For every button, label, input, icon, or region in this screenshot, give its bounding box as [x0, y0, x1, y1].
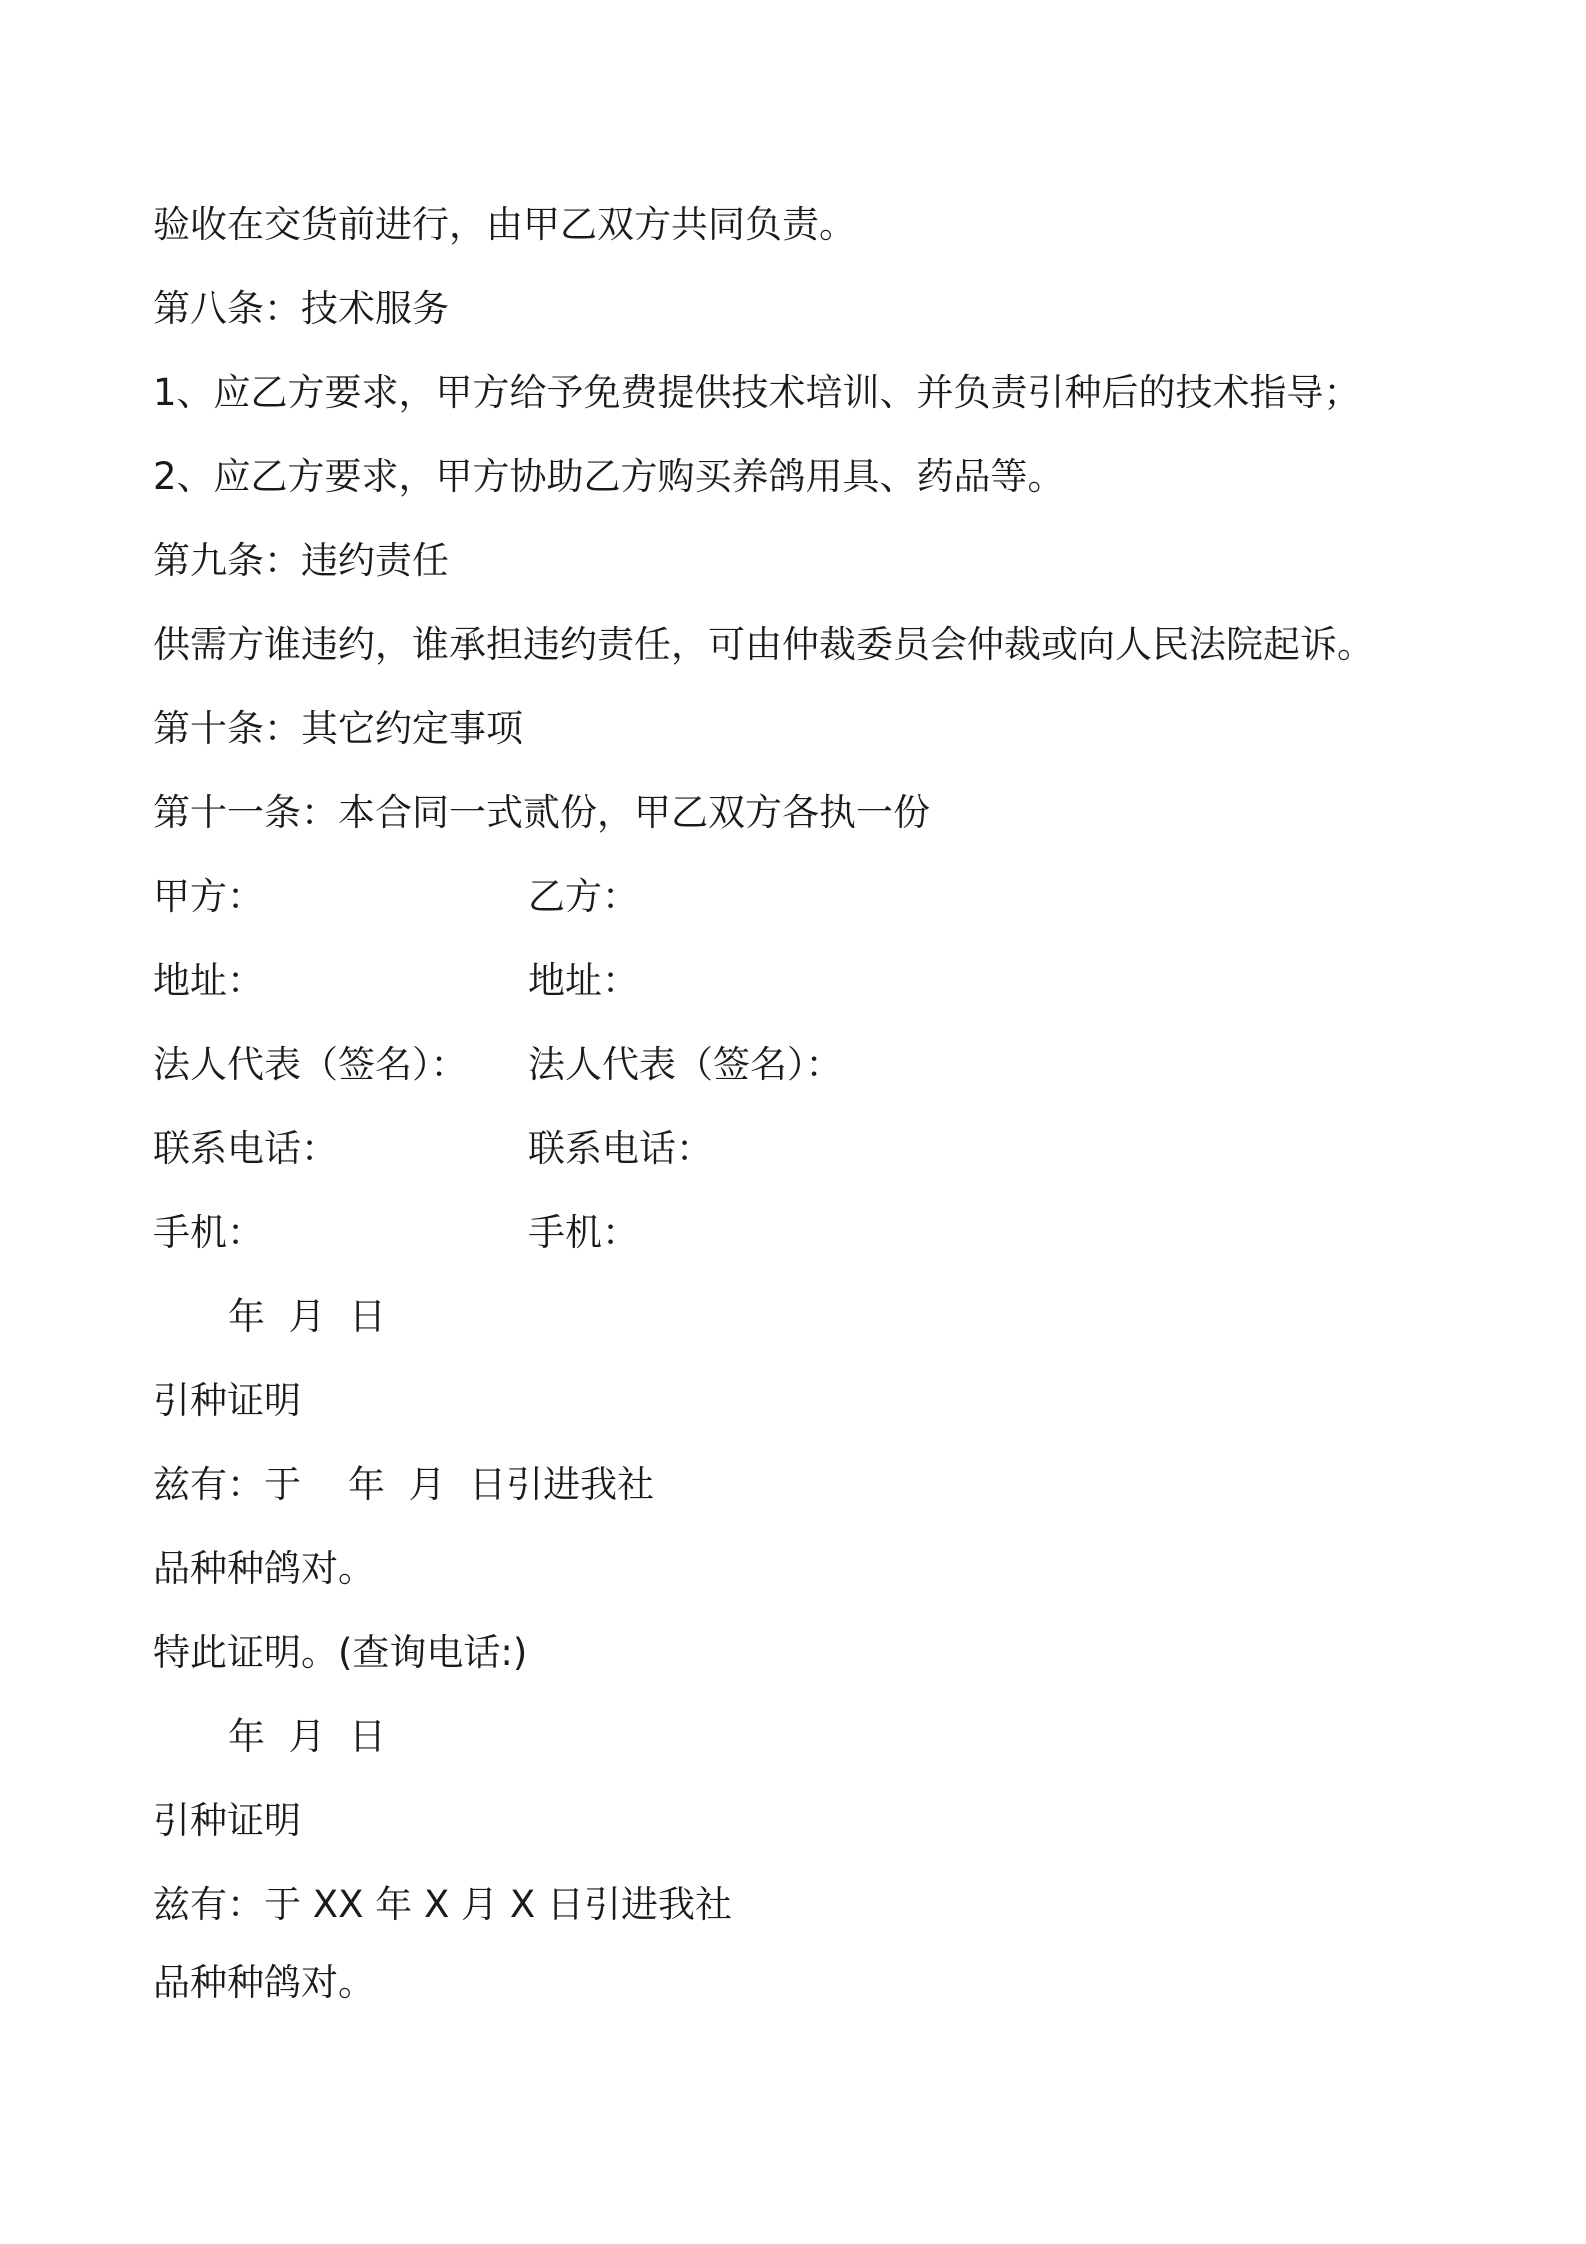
- phone-a-label: 联系电话：: [153, 1127, 338, 1170]
- mobile-b-label: 手机：: [528, 1211, 639, 1254]
- mobile-a-label: 手机：: [153, 1211, 264, 1254]
- article-8-item-1: 1、应乙方要求，甲方给予免费提供技术培训、并负责引种后的技术指导；: [153, 371, 1361, 414]
- acceptance-paragraph: 验收在交货前进行，由甲乙双方共同负责。: [153, 203, 856, 246]
- article-8-heading: 第八条：技术服务: [153, 287, 449, 330]
- signature-row-legal-rep: [153, 1040, 843, 1090]
- article-9-heading: 第九条：违约责任: [153, 539, 449, 582]
- party-a-label: 甲方：: [153, 875, 264, 918]
- certificate-1-title: 引种证明: [153, 1379, 301, 1422]
- certificate-2-body: 兹有：于 XX 年 X 月 X 日引进我社: [153, 1883, 732, 1926]
- certificate-2-title: 引种证明: [153, 1799, 301, 1842]
- certificate-1-date: 年 月 日: [228, 1715, 387, 1758]
- address-a-label: 地址：: [153, 959, 264, 1002]
- certificate-1-body: 兹有：于 年 月 日引进我社: [153, 1463, 655, 1506]
- article-10-heading: 第十条：其它约定事项: [153, 707, 523, 750]
- signature-row-phone: [153, 1124, 713, 1174]
- signature-row-address: [153, 956, 639, 1006]
- certificate-1-certify: 特此证明。(查询电话:): [153, 1631, 528, 1674]
- legal-rep-a-label: 法人代表（签名）：: [153, 1043, 468, 1086]
- signature-row-mobile: [153, 1208, 639, 1258]
- phone-b-label: 联系电话：: [528, 1127, 713, 1170]
- certificate-1-breed: 品种种鸽对。: [153, 1547, 375, 1590]
- party-b-label: 乙方：: [528, 875, 639, 918]
- article-11-paragraph: 第十一条：本合同一式贰份，甲乙双方各执一份: [153, 791, 930, 834]
- article-9-paragraph: 供需方谁违约，谁承担违约责任，可由仲裁委员会仲裁或向人民法院起诉。: [153, 623, 1374, 666]
- certificate-2-breed: 品种种鸽对。: [153, 1961, 375, 2004]
- legal-rep-b-label: 法人代表（签名）：: [528, 1043, 843, 1086]
- address-b-label: 地址：: [528, 959, 639, 1002]
- signature-row-party: [153, 872, 639, 922]
- article-8-item-2: 2、应乙方要求，甲方协助乙方购买养鸽用具、药品等。: [153, 455, 1065, 498]
- signature-date: 年 月 日: [228, 1295, 387, 1338]
